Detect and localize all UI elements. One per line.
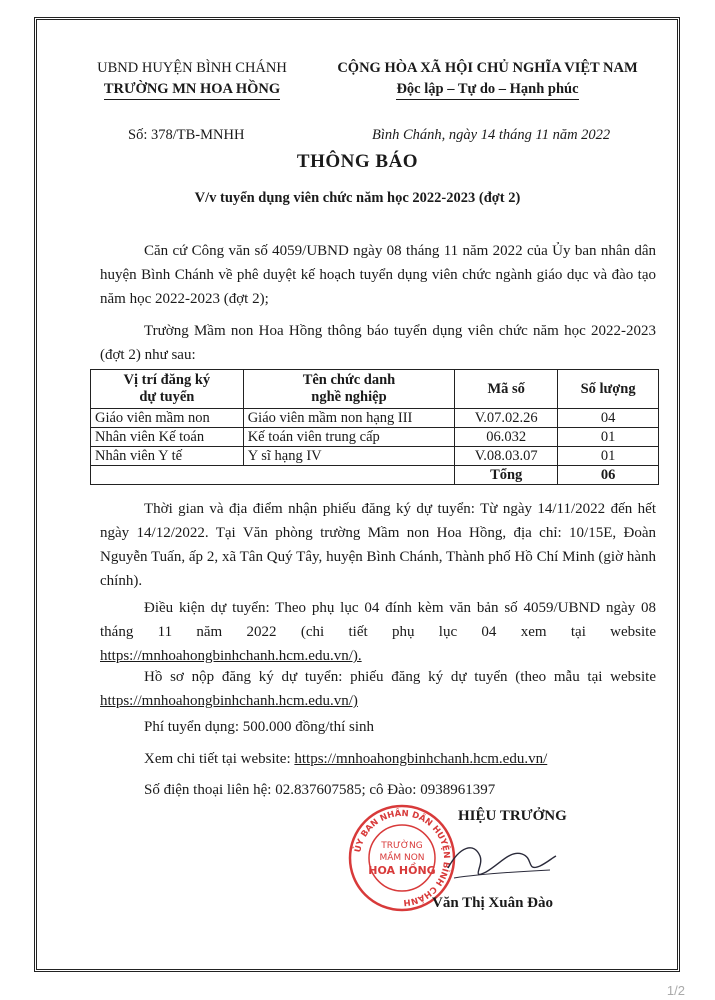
table-row [91,447,659,466]
header-quantity: Số lượng [558,370,659,409]
recruitment-fee: Phí tuyển dụng: 500.000 đồng/thí sinh [144,719,375,735]
paragraph-announcement: Trường Mầm non Hoa Hồng thông báo tuyển dụng viên chức năm học 2022-2023 (đợt 2) như sau: [100,323,656,363]
page-indicator: 1/2 [666,983,685,998]
issuer-authority: UBND HUYỆN BÌNH CHÁNH [97,60,287,76]
cell-code: V.07.02.26 [455,409,558,428]
header-code: Mã số [455,370,558,409]
paragraph-conditions: Điều kiện dự tuyển: Theo phụ lục 04 đính kèm văn bản số 4059/UBND ngày 08 tháng 11 năm 2022 (chi tiết phụ lục 04 xem tại website https://mnhoahongbinhchanh.hcm.edu.vn/). [100,600,656,664]
total-label: Tổng [455,466,558,485]
table-header-row [91,370,659,409]
paragraph-time-location: Thời gian và địa điểm nhận phiếu đăng ký dự tuyển: Từ ngày 14/11/2022 đến hết ngày 14/12/2022. Tại Văn phòng trường Mầm non Hoa Hồng, địa chỉ: 10/15E, Đoàn Nguyễn Tuấn, ấp 2, xã Tân Quý Tây, huyện Bình Chánh, Thành phố Hồ Chí Minh (giờ hành chính). [100,501,656,589]
issuer-school: TRƯỜNG MN HOA HỒNG [104,81,280,100]
seal-text-line1: TRƯỜNG [381,841,423,851]
signer-name: Văn Thị Xuân Đào [432,895,554,911]
seal-text-line3: HOA HỒNG [368,864,436,877]
document-title: THÔNG BÁO [296,151,419,172]
cell-code: 06.032 [455,428,558,447]
table-row [91,409,659,428]
documents-website-link[interactable]: https://mnhoahongbinhchanh.hcm.edu.vn/) [100,693,358,709]
seal-text-line2: MẦM NON [379,853,425,863]
paragraph-documents: Hồ sơ nộp đăng ký dự tuyển: phiếu đăng ký dự tuyển (theo mẫu tại website https://mnhoahongbinhchanh.hcm.edu.vn/) [100,669,656,709]
document-number: Số: 378/TB-MNHH [128,127,245,143]
total-value: 06 [558,466,659,485]
cell-code: V.08.03.07 [455,447,558,466]
table-total-row [91,466,659,485]
seal-ring-text: ỦY BAN NHÂN DÂN HUYỆN BÌNH CHÁNH [353,808,452,908]
cell-quantity: 04 [558,409,659,428]
cell-title: Y sĩ hạng IV [243,447,455,466]
national-name: CỘNG HÒA XÃ HỘI CHỦ NGHĨA VIỆT NAM [337,60,638,76]
document-subtitle: V/v tuyển dụng viên chức năm học 2022-2023 (đợt 2) [194,190,521,206]
issuer-header [82,58,302,100]
contact-phone: Số điện thoại liên hệ: 02.837607585; cô Đào: 0938961397 [144,782,496,798]
signer-role: HIỆU TRƯỞNG [458,808,567,824]
national-motto: Độc lập – Tự do – Hạnh phúc [396,81,578,100]
national-header [310,58,665,100]
cell-title: Kế toán viên trung cấp [243,428,455,447]
header-position: Vị trí đăng ký dự tuyển [91,370,244,409]
cell-position: Nhân viên Kế toán [91,428,244,447]
cell-position: Nhân viên Y tế [91,447,244,466]
conditions-website-link[interactable]: https://mnhoahongbinhchanh.hcm.edu.vn/). [100,648,362,664]
website-line: Xem chi tiết tại website: https://mnhoahongbinhchanh.hcm.edu.vn/ [144,751,548,767]
cell-position: Giáo viên mầm non [91,409,244,428]
recruitment-table [90,369,659,485]
header-title: Tên chức danh nghề nghiệp [243,370,455,409]
handwritten-signature [440,828,560,898]
table-row [91,428,659,447]
cell-quantity: 01 [558,428,659,447]
document-date: Bình Chánh, ngày 14 tháng 11 năm 2022 [372,127,611,143]
cell-title: Giáo viên mầm non hạng III [243,409,455,428]
paragraph-legal-basis: Căn cứ Công văn số 4059/UBND ngày 08 tháng 11 năm 2022 của Ủy ban nhân dân huyện Bình Chánh về phê duyệt kế hoạch tuyển dụng viên chức ngành giáo dục và đào tạo năm học 2022-2023 (đợt 2); [100,243,656,307]
details-website-link[interactable]: https://mnhoahongbinhchanh.hcm.edu.vn/ [294,751,548,767]
cell-quantity: 01 [558,447,659,466]
